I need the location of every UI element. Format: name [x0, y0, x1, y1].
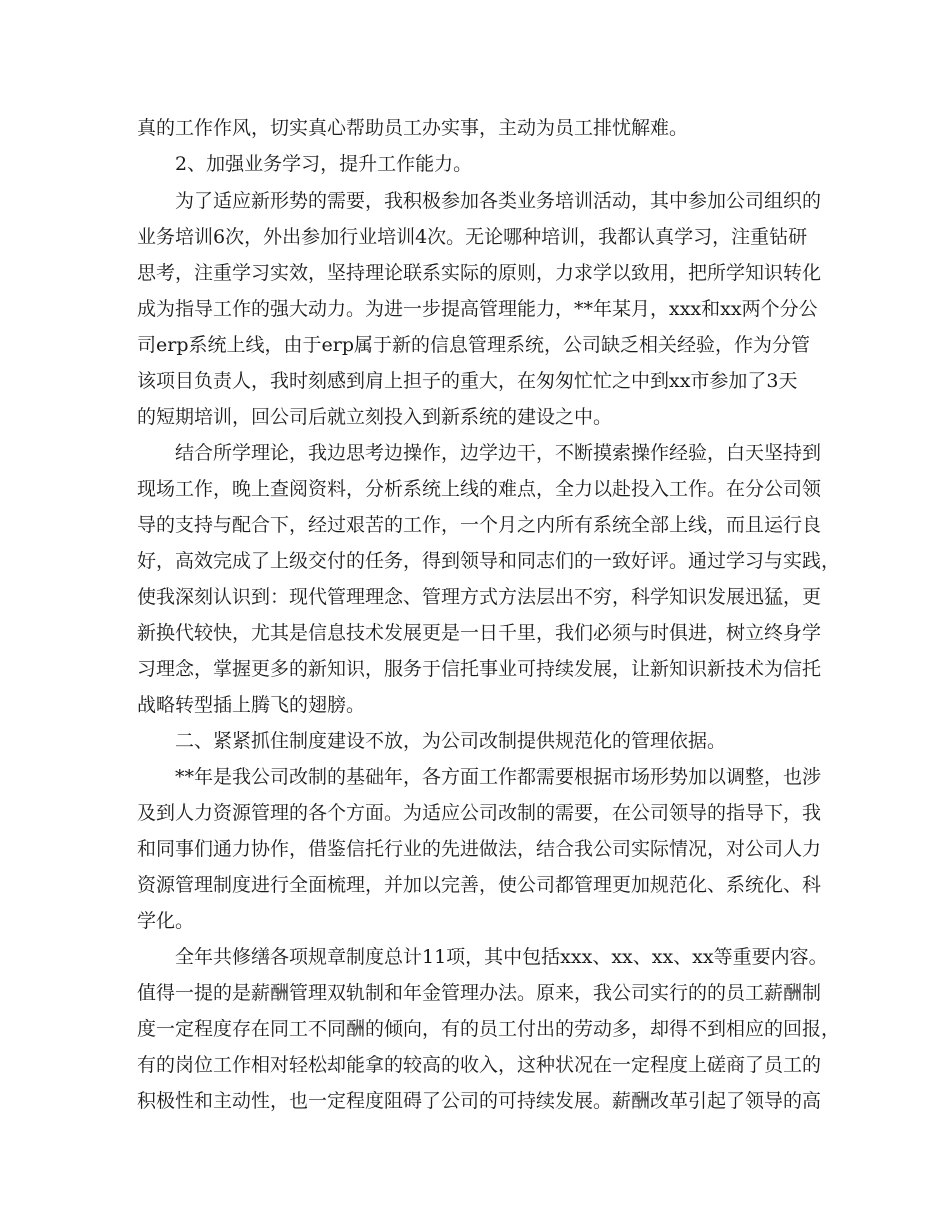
text-line: 为了适应新形势的需要，我积极参加各类业务培训活动，其中参加公司组织的 — [175, 190, 822, 212]
text-line: 真的工作作风，切实真心帮助员工办实事，主动为员工排忧解难。 — [137, 117, 689, 139]
text-line: 全年共修缮各项规章制度总计11项，其中包括xxx、xx、xx、xx等重要内容。 — [175, 946, 828, 968]
text-line: **年是我公司改制的基础年，各方面工作都需要根据市场形势加以调整，也涉 — [175, 766, 822, 788]
text-line: 好，高效完成了上级交付的任务，得到领导和同志们的一致好评。通过学习与实践， — [137, 550, 841, 572]
text-line: 资源管理制度进行全面梳理，并加以完善，使公司都管理更加规范化、系统化、科 — [137, 874, 822, 896]
text-line: 新换代较快，尤其是信息技术发展更是一日千里，我们必须与时俱进，树立终身学 — [137, 622, 822, 644]
text-line: 使我深刻认识到：现代管理理念、管理方式方法层出不穷，科学知识发展迅猛，更 — [137, 586, 822, 608]
text-line: 思考，注重学习实效，坚持理论联系实际的原则，力求学以致用，把所学知识转化 — [137, 262, 822, 284]
section-heading: 二、紧紧抓住制度建设不放，为公司改制提供规范化的管理依据。 — [175, 730, 727, 752]
text-line: 积极性和主动性，也一定程度阻碍了公司的可持续发展。薪酬改革引起了领导的高 — [137, 1090, 822, 1112]
text-line: 和同事们通力协作，借鉴信托行业的先进做法，结合我公司实际情况，对公司人力 — [137, 838, 822, 860]
text-line: 司erp系统上线，由于erp属于新的信息管理系统，公司缺乏相关经验，作为分管 — [137, 334, 810, 356]
text-line: 及到人力资源管理的各个方面。为适应公司改制的需要，在公司领导的指导下，我 — [137, 802, 822, 824]
text-line: 度一定程度存在同工不同酬的倾向，有的员工付出的劳动多，却得不到相应的回报， — [137, 1018, 841, 1040]
text-line: 该项目负责人，我时刻感到肩上担子的重大，在匆匆忙忙之中到xx市参加了3天 — [137, 370, 798, 392]
text-line: 成为指导工作的强大动力。为进一步提高管理能力，**年某月，xxx和xx两个分公 — [137, 298, 818, 320]
text-line: 的短期培训，回公司后就立刻投入到新系统的建设之中。 — [137, 406, 613, 428]
section-heading: 2、加强业务学习，提升工作能力。 — [175, 153, 473, 175]
text-line: 现场工作，晚上查阅资料，分析系统上线的难点，全力以赴投入工作。在分公司领 — [137, 478, 822, 500]
text-line: 习理念，掌握更多的新知识，服务于信托事业可持续发展，让新知识新技术为信托 — [137, 658, 822, 680]
text-line: 结合所学理论，我边思考边操作，边学边干，不断摸索操作经验，白天坚持到 — [175, 442, 822, 464]
text-line: 战略转型插上腾飞的翅膀。 — [137, 694, 366, 716]
text-line: 值得一提的是薪酬管理双轨制和年金管理办法。原来，我公司实行的的员工薪酬制 — [137, 982, 822, 1004]
text-line: 学化。 — [137, 910, 195, 932]
text-line: 业务培训6次，外出参加行业培训4次。无论哪种培训，我都认真学习，注重钻研 — [137, 226, 808, 248]
text-line: 导的支持与配合下，经过艰苦的工作，一个月之内所有系统全部上线，而且运行良 — [137, 514, 822, 536]
text-line: 有的岗位工作相对轻松却能拿的较高的收入，这种状况在一定程度上磋商了员工的 — [137, 1054, 822, 1076]
